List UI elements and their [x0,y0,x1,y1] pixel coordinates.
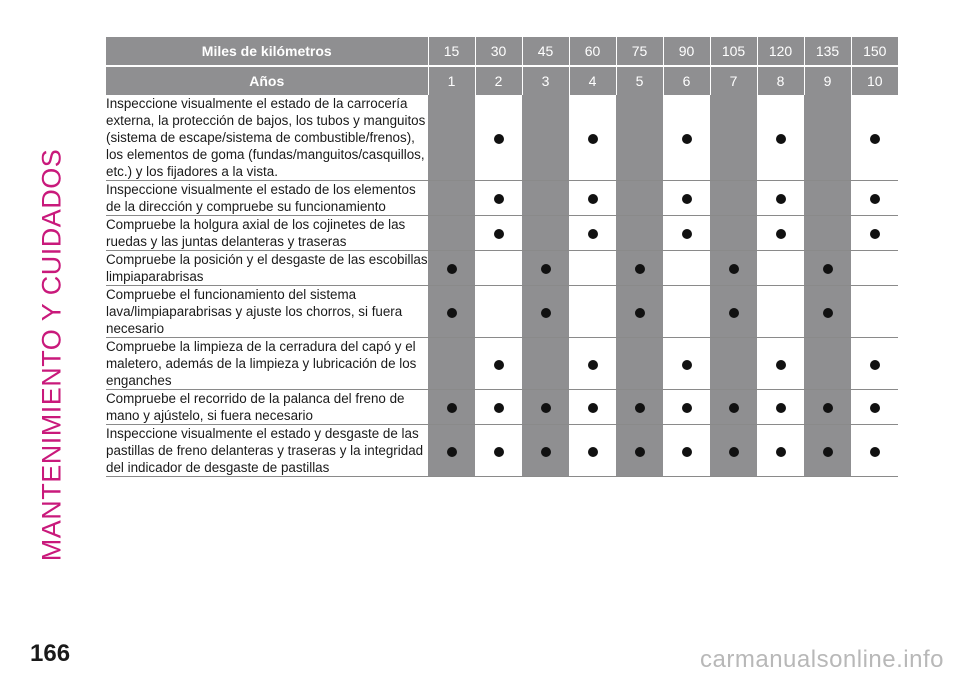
years-header-value: 1 [428,66,475,95]
schedule-cell [616,286,663,338]
task-description: Compruebe el funcionamiento del sistema lava/limpiaparabrisas y ajuste los chorros, si fuera necesario [106,286,428,338]
schedule-cell [663,251,710,286]
schedule-cell [757,216,804,251]
schedule-cell [428,425,475,477]
scheduled-dot-icon [541,264,551,274]
scheduled-dot-icon [447,308,457,318]
task-description: Inspeccione visualmente el estado de la carrocería externa, la protección de bajos, los tubos y manguitos (sistema de escape/sistema de combustible/frenos), los elementos de goma (fundas/manguitos/casquillos, etc.) y los fijadores a la vista. [106,95,428,181]
schedule-cell [710,390,757,425]
schedule-cell [616,425,663,477]
km-header-value: 75 [616,37,663,66]
schedule-cell [475,286,522,338]
scheduled-dot-icon [870,447,880,457]
schedule-cell [851,286,898,338]
schedule-cell [522,338,569,390]
schedule-cell [804,425,851,477]
schedule-cell [663,95,710,181]
table-row [106,95,898,181]
schedule-cell [851,251,898,286]
schedule-cell [475,181,522,216]
scheduled-dot-icon [494,447,504,457]
schedule-cell [475,425,522,477]
scheduled-dot-icon [541,308,551,318]
scheduled-dot-icon [682,229,692,239]
years-header-value: 7 [710,66,757,95]
task-description: Compruebe la limpieza de la cerradura del capó y el maletero, además de la limpieza y lubricación de los enganches [106,338,428,390]
schedule-cell [475,338,522,390]
schedule-cell [757,181,804,216]
km-header-value: 60 [569,37,616,66]
schedule-cell [663,425,710,477]
table-body [106,95,898,477]
schedule-cell [569,425,616,477]
task-description: Inspeccione visualmente el estado de los elementos de la dirección y compruebe su funcionamiento [106,181,428,216]
km-header-value: 45 [522,37,569,66]
schedule-cell [851,216,898,251]
schedule-cell [475,95,522,181]
schedule-cell [569,181,616,216]
schedule-cell [851,181,898,216]
scheduled-dot-icon [635,403,645,413]
schedule-cell [522,216,569,251]
scheduled-dot-icon [494,229,504,239]
scheduled-dot-icon [729,308,739,318]
header-row-years [106,66,898,95]
km-header-label: Miles de kilómetros [106,37,428,66]
schedule-cell [616,338,663,390]
schedule-cell [804,95,851,181]
table-row [106,425,898,477]
schedule-cell [757,95,804,181]
scheduled-dot-icon [494,194,504,204]
schedule-cell [851,390,898,425]
scheduled-dot-icon [729,264,739,274]
schedule-cell [804,181,851,216]
scheduled-dot-icon [588,134,598,144]
task-description: Compruebe el recorrido de la palanca del freno de mano y ajústelo, si fuera necesario [106,390,428,425]
scheduled-dot-icon [494,134,504,144]
scheduled-dot-icon [776,194,786,204]
schedule-cell [804,286,851,338]
scheduled-dot-icon [823,264,833,274]
task-description: Compruebe la holgura axial de los cojinetes de las ruedas y las juntas delanteras y traseras [106,216,428,251]
scheduled-dot-icon [588,403,598,413]
scheduled-dot-icon [541,447,551,457]
scheduled-dot-icon [682,403,692,413]
years-header-value: 8 [757,66,804,95]
schedule-cell [522,251,569,286]
schedule-cell [663,390,710,425]
schedule-cell [710,181,757,216]
schedule-cell [569,95,616,181]
schedule-cell [522,286,569,338]
schedule-cell [663,286,710,338]
scheduled-dot-icon [823,403,833,413]
schedule-cell [710,251,757,286]
schedule-cell [569,216,616,251]
schedule-cell [522,390,569,425]
scheduled-dot-icon [870,229,880,239]
scheduled-dot-icon [494,403,504,413]
schedule-cell [569,390,616,425]
table-row [106,338,898,390]
section-side-title-text: MANTENIMIENTO Y CUIDADOS [36,148,67,562]
table-row [106,216,898,251]
header-row-km [106,37,898,66]
maintenance-schedule-table [106,37,898,477]
scheduled-dot-icon [776,447,786,457]
schedule-cell [663,181,710,216]
schedule-cell [616,216,663,251]
scheduled-dot-icon [682,447,692,457]
schedule-cell [475,390,522,425]
scheduled-dot-icon [823,447,833,457]
schedule-cell [569,286,616,338]
km-header-value: 30 [475,37,522,66]
schedule-cell [663,338,710,390]
scheduled-dot-icon [682,134,692,144]
scheduled-dot-icon [870,134,880,144]
schedule-cell [757,338,804,390]
schedule-cell [851,425,898,477]
schedule-cell [757,251,804,286]
schedule-cell [428,338,475,390]
years-header-value: 4 [569,66,616,95]
km-header-value: 90 [663,37,710,66]
schedule-cell [522,95,569,181]
km-header-value: 105 [710,37,757,66]
schedule-cell [710,338,757,390]
scheduled-dot-icon [635,308,645,318]
scheduled-dot-icon [447,264,457,274]
scheduled-dot-icon [776,134,786,144]
table-row [106,286,898,338]
schedule-cell [569,338,616,390]
schedule-cell [616,251,663,286]
scheduled-dot-icon [729,447,739,457]
schedule-cell [475,251,522,286]
schedule-cell [616,181,663,216]
scheduled-dot-icon [776,229,786,239]
scheduled-dot-icon [870,403,880,413]
schedule-cell [616,390,663,425]
scheduled-dot-icon [588,447,598,457]
schedule-cell [428,216,475,251]
schedule-cell [663,216,710,251]
schedule-cell [475,216,522,251]
scheduled-dot-icon [588,360,598,370]
schedule-cell [710,286,757,338]
schedule-cell [569,251,616,286]
scheduled-dot-icon [870,194,880,204]
watermark: carmanualsonline.info [700,646,944,673]
scheduled-dot-icon [776,403,786,413]
scheduled-dot-icon [447,447,457,457]
schedule-cell [710,95,757,181]
km-header-value: 150 [851,37,898,66]
schedule-cell [804,216,851,251]
schedule-cell [710,216,757,251]
years-header-value: 6 [663,66,710,95]
schedule-cell [428,390,475,425]
page-number: 166 [30,640,71,667]
schedule-cell [757,286,804,338]
schedule-cell [428,181,475,216]
scheduled-dot-icon [541,403,551,413]
schedule-cell [804,390,851,425]
years-header-value: 2 [475,66,522,95]
years-header-label: Años [106,66,428,95]
km-header-value: 15 [428,37,475,66]
schedule-cell [757,425,804,477]
schedule-cell [522,425,569,477]
years-header-value: 10 [851,66,898,95]
years-header-value: 9 [804,66,851,95]
schedule-cell [851,95,898,181]
scheduled-dot-icon [682,194,692,204]
km-header-value: 135 [804,37,851,66]
scheduled-dot-icon [588,229,598,239]
schedule-cell [616,95,663,181]
schedule-cell [428,95,475,181]
scheduled-dot-icon [776,360,786,370]
schedule-cell [522,181,569,216]
schedule-cell [851,338,898,390]
years-header-value: 3 [522,66,569,95]
scheduled-dot-icon [682,360,692,370]
scheduled-dot-icon [447,403,457,413]
scheduled-dot-icon [635,264,645,274]
schedule-cell [710,425,757,477]
scheduled-dot-icon [494,360,504,370]
schedule-cell [804,338,851,390]
task-description: Compruebe la posición y el desgaste de las escobillas limpiaparabrisas [106,252,428,284]
scheduled-dot-icon [635,447,645,457]
scheduled-dot-icon [729,403,739,413]
task-description: Inspeccione visualmente el estado y desgaste de las pastillas de freno delanteras y traseras y la integridad del indicador de desgaste de pastillas [106,425,428,477]
schedule-cell [428,286,475,338]
scheduled-dot-icon [588,194,598,204]
scheduled-dot-icon [823,308,833,318]
years-header-value: 5 [616,66,663,95]
schedule-cell [757,390,804,425]
table-row [106,390,898,425]
schedule-cell [428,251,475,286]
scheduled-dot-icon [870,360,880,370]
table-row [106,251,898,286]
schedule-cell [804,251,851,286]
table-row [106,181,898,216]
km-header-value: 120 [757,37,804,66]
